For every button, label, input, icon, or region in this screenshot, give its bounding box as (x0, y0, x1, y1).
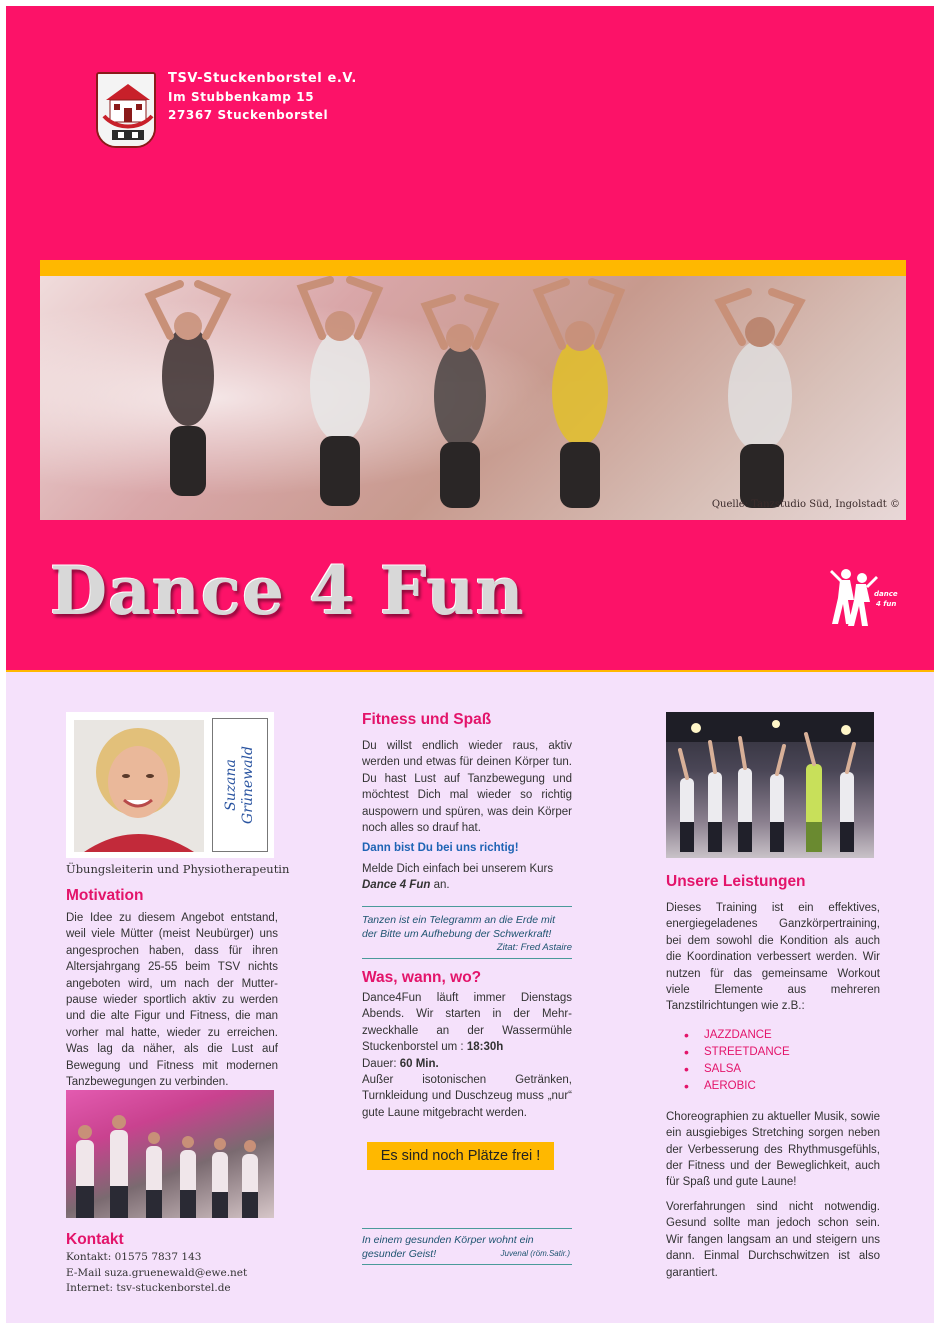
fitness-section (362, 710, 572, 894)
fitness-heading: Fitness und Spaß (362, 711, 492, 728)
signup-suffix: an. (433, 879, 450, 892)
schedule-text (362, 990, 572, 1056)
motivation-text: Die Idee zu diesem Angebot entstand, weil viele Mütter (meist Neubürger) uns angesprochen haben, dass für ihren Altersjahrgang 25-55 beim TSV nichts angeboten wird, um nach der Mutter-pause wieder sportlich aktiv zu werden und die alte Figur und Fitness, die man vorher mal hatte, wieder zu erreichen. Was lag da näher, als die Lust auf Bewegung und Fitness mit modernen Tanzbewegungen zu verbinden. (66, 912, 278, 1089)
kontakt-heading: Kontakt (66, 1231, 124, 1248)
schedule-duration (362, 1056, 572, 1072)
dance-styles-list (684, 1027, 880, 1095)
leistungen-choreo-text: Choreographien zu aktueller Musik, sowie ein ausgiebiges Stretching sorgen neben der Verbesserung des Rhythmusgefühls, der Fitness und der Beweglichkeit, auch für Spaß und gute Laune! (666, 1110, 880, 1189)
contact-phone: Kontakt: 01575 7837 143 (66, 1251, 202, 1263)
trainer-portrait (66, 712, 274, 858)
club-name: TSV-Stuckenborstel e.V. (168, 71, 357, 86)
hero-dancers-image (40, 276, 906, 520)
quote-juvenal (362, 1228, 572, 1265)
club-crest-logo (96, 72, 156, 148)
svg-text:4 fun: 4 fun (876, 600, 897, 608)
club-address (168, 70, 357, 124)
leistungen-intro: Dieses Training ist ein effektives, energiegeladenes Ganzkörpertraining, bei dem sowohl die Kondition als auch die Koordination verbessert werden. Wir nutzen für das gemeinsame Workout viele Elemente aus mehreren Tanzstilrichtungen wie z.B.: (666, 902, 880, 1013)
contact-email: E-Mail suza.gruenewald@ewe.net (66, 1266, 248, 1279)
fitness-text: Du willst endlich wieder raus, aktiv werden und etwas für deinen Körper tun. Du hast Lust auf Tanzbewegung und möchtest Dich mal wieder so richtig auspowern und spüren, was dein Körper noch alles so drauf hat. (362, 740, 572, 835)
signature-last-name: Grünewald (240, 746, 256, 824)
quote-astaire-text: Tanzen ist ein Telegramm an die Erde mit der Bitte um Aufhebung der Schwerkraft! (362, 914, 555, 940)
motivation-section (66, 886, 278, 1090)
quote-juvenal-text: In einem gesunden Körper wohnt ein gesunder Geist! (362, 1234, 534, 1260)
dancers-logo-icon (828, 566, 898, 630)
quote-astaire-author: Zitat: Fred Astaire (496, 942, 572, 953)
list-item: • JAZZDANCE (684, 1027, 880, 1044)
schedule-time: 18:30h (466, 1041, 504, 1054)
quote-juvenal-author: Juvenal (röm.Satir.) (500, 1249, 570, 1258)
club-city: 27367 Stuckenborstel (168, 108, 329, 122)
motivation-heading: Motivation (66, 887, 144, 904)
leistungen-section (666, 872, 880, 1281)
kontakt-section (66, 1230, 278, 1297)
list-item: • AEROBIC (684, 1078, 880, 1095)
trainer-role: Übungsleiterin und Physiotherapeutin (66, 862, 290, 876)
places-available-banner: Es sind noch Plätze frei ! (367, 1142, 554, 1170)
fitness-highlight: Dann bist Du bei uns richtig! (362, 842, 519, 855)
trainer-photo (74, 720, 204, 852)
page-title: Dance 4 Fun (50, 552, 525, 630)
fitness-signup (362, 861, 572, 894)
leistungen-heading: Unsere Leistungen (666, 873, 806, 890)
yellow-stripe (40, 260, 906, 276)
duration-label: Dauer: (362, 1057, 397, 1070)
club-street: Im Stubbenkamp 15 (168, 90, 315, 104)
signup-course: Dance 4 Fun (362, 879, 431, 892)
schedule-description: Dance4Fun läuft immer Dienstags Abends. Wir starten in der Mehr-zweckhalle an der Wassermühle Stuckenborstel um : (362, 992, 572, 1054)
quote-astaire (362, 906, 572, 959)
group-dance-photo-left (66, 1090, 274, 1218)
list-item: • STREETDANCE (684, 1044, 880, 1061)
trainer-signature (212, 718, 268, 852)
schedule-note: Außer isotonischen Getränken, Turnkleidung und Duschzeug muss „nur“ gute Laune mitgebracht werden. (362, 1074, 572, 1119)
leistungen-experience-text: Vorerfahrungen sind nicht notwendig. Gesund sollte man jedoch schon sein. Wir fangen langsam an und steigern uns dann. Einmal Durchschwitzen ist also garantiert. (666, 1200, 880, 1279)
signature-first-name: Suzana (223, 759, 239, 811)
schedule-section (362, 968, 572, 1121)
list-item: • SALSA (684, 1061, 880, 1078)
duration-value: 60 Min. (399, 1057, 439, 1070)
contact-web: Internet: tsv-stuckenborstel.de (66, 1282, 231, 1294)
group-dance-photo-right (666, 712, 874, 858)
header-banner (6, 6, 934, 670)
schedule-heading: Was, wann, wo? (362, 969, 482, 986)
signup-prefix: Melde Dich einfach bei unserem Kurs (362, 862, 554, 875)
svg-text:dance: dance (874, 590, 898, 598)
image-credit: Quelle: Tanzstudio Süd, Ingolstadt © (711, 499, 900, 510)
